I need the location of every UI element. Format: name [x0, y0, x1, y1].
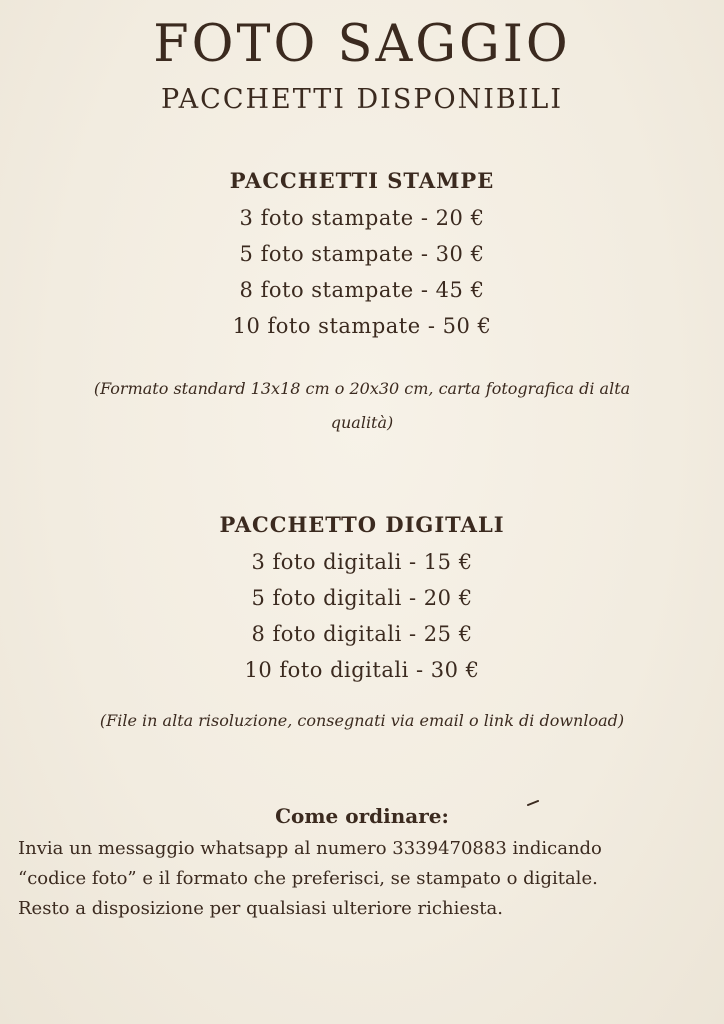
page-subtitle: PACCHETTI DISPONIBILI	[160, 84, 564, 115]
price-item: 10 foto digitali - 30 €	[244, 658, 480, 682]
order-heading: Come ordinare:	[275, 804, 449, 828]
order-line: Resto a disposizione per qualsiasi ulteriore richiesta.	[18, 898, 503, 919]
price-item: 10 foto stampate - 50 €	[232, 314, 492, 338]
prints-heading: PACCHETTI STAMPE	[229, 168, 495, 193]
price-item: 5 foto digitali - 20 €	[251, 586, 473, 610]
page-title: FOTO SAGGIO	[153, 15, 571, 74]
price-item: 5 foto stampate - 30 €	[239, 242, 485, 266]
price-item: 8 foto digitali - 25 €	[251, 622, 473, 646]
price-item: 3 foto digitali - 15 €	[251, 550, 473, 574]
digital-note: (File in alta risoluzione, consegnati via email o link di download)	[99, 711, 625, 730]
prints-note-line: qualità)	[330, 413, 394, 432]
tick-mark-icon	[527, 800, 539, 806]
prints-section	[0, 166, 724, 344]
prints-note-line: (Formato standard 13x18 cm o 20x30 cm, carta fotografica di alta	[93, 379, 631, 398]
order-line: “codice foto” e il formato che preferisci, se stampato o digitale.	[18, 868, 598, 889]
price-item: 3 foto stampate - 20 €	[239, 206, 485, 230]
price-item: 8 foto stampate - 45 €	[239, 278, 485, 302]
digital-heading: PACCHETTO DIGITALI	[219, 512, 505, 537]
digital-price-list	[0, 544, 724, 688]
prints-note	[30, 372, 694, 440]
order-line: Invia un messaggio whatsapp al numero 3339470883 indicando	[18, 838, 602, 859]
digital-section	[0, 510, 724, 688]
order-instructions	[18, 834, 718, 924]
prints-price-list	[0, 200, 724, 344]
